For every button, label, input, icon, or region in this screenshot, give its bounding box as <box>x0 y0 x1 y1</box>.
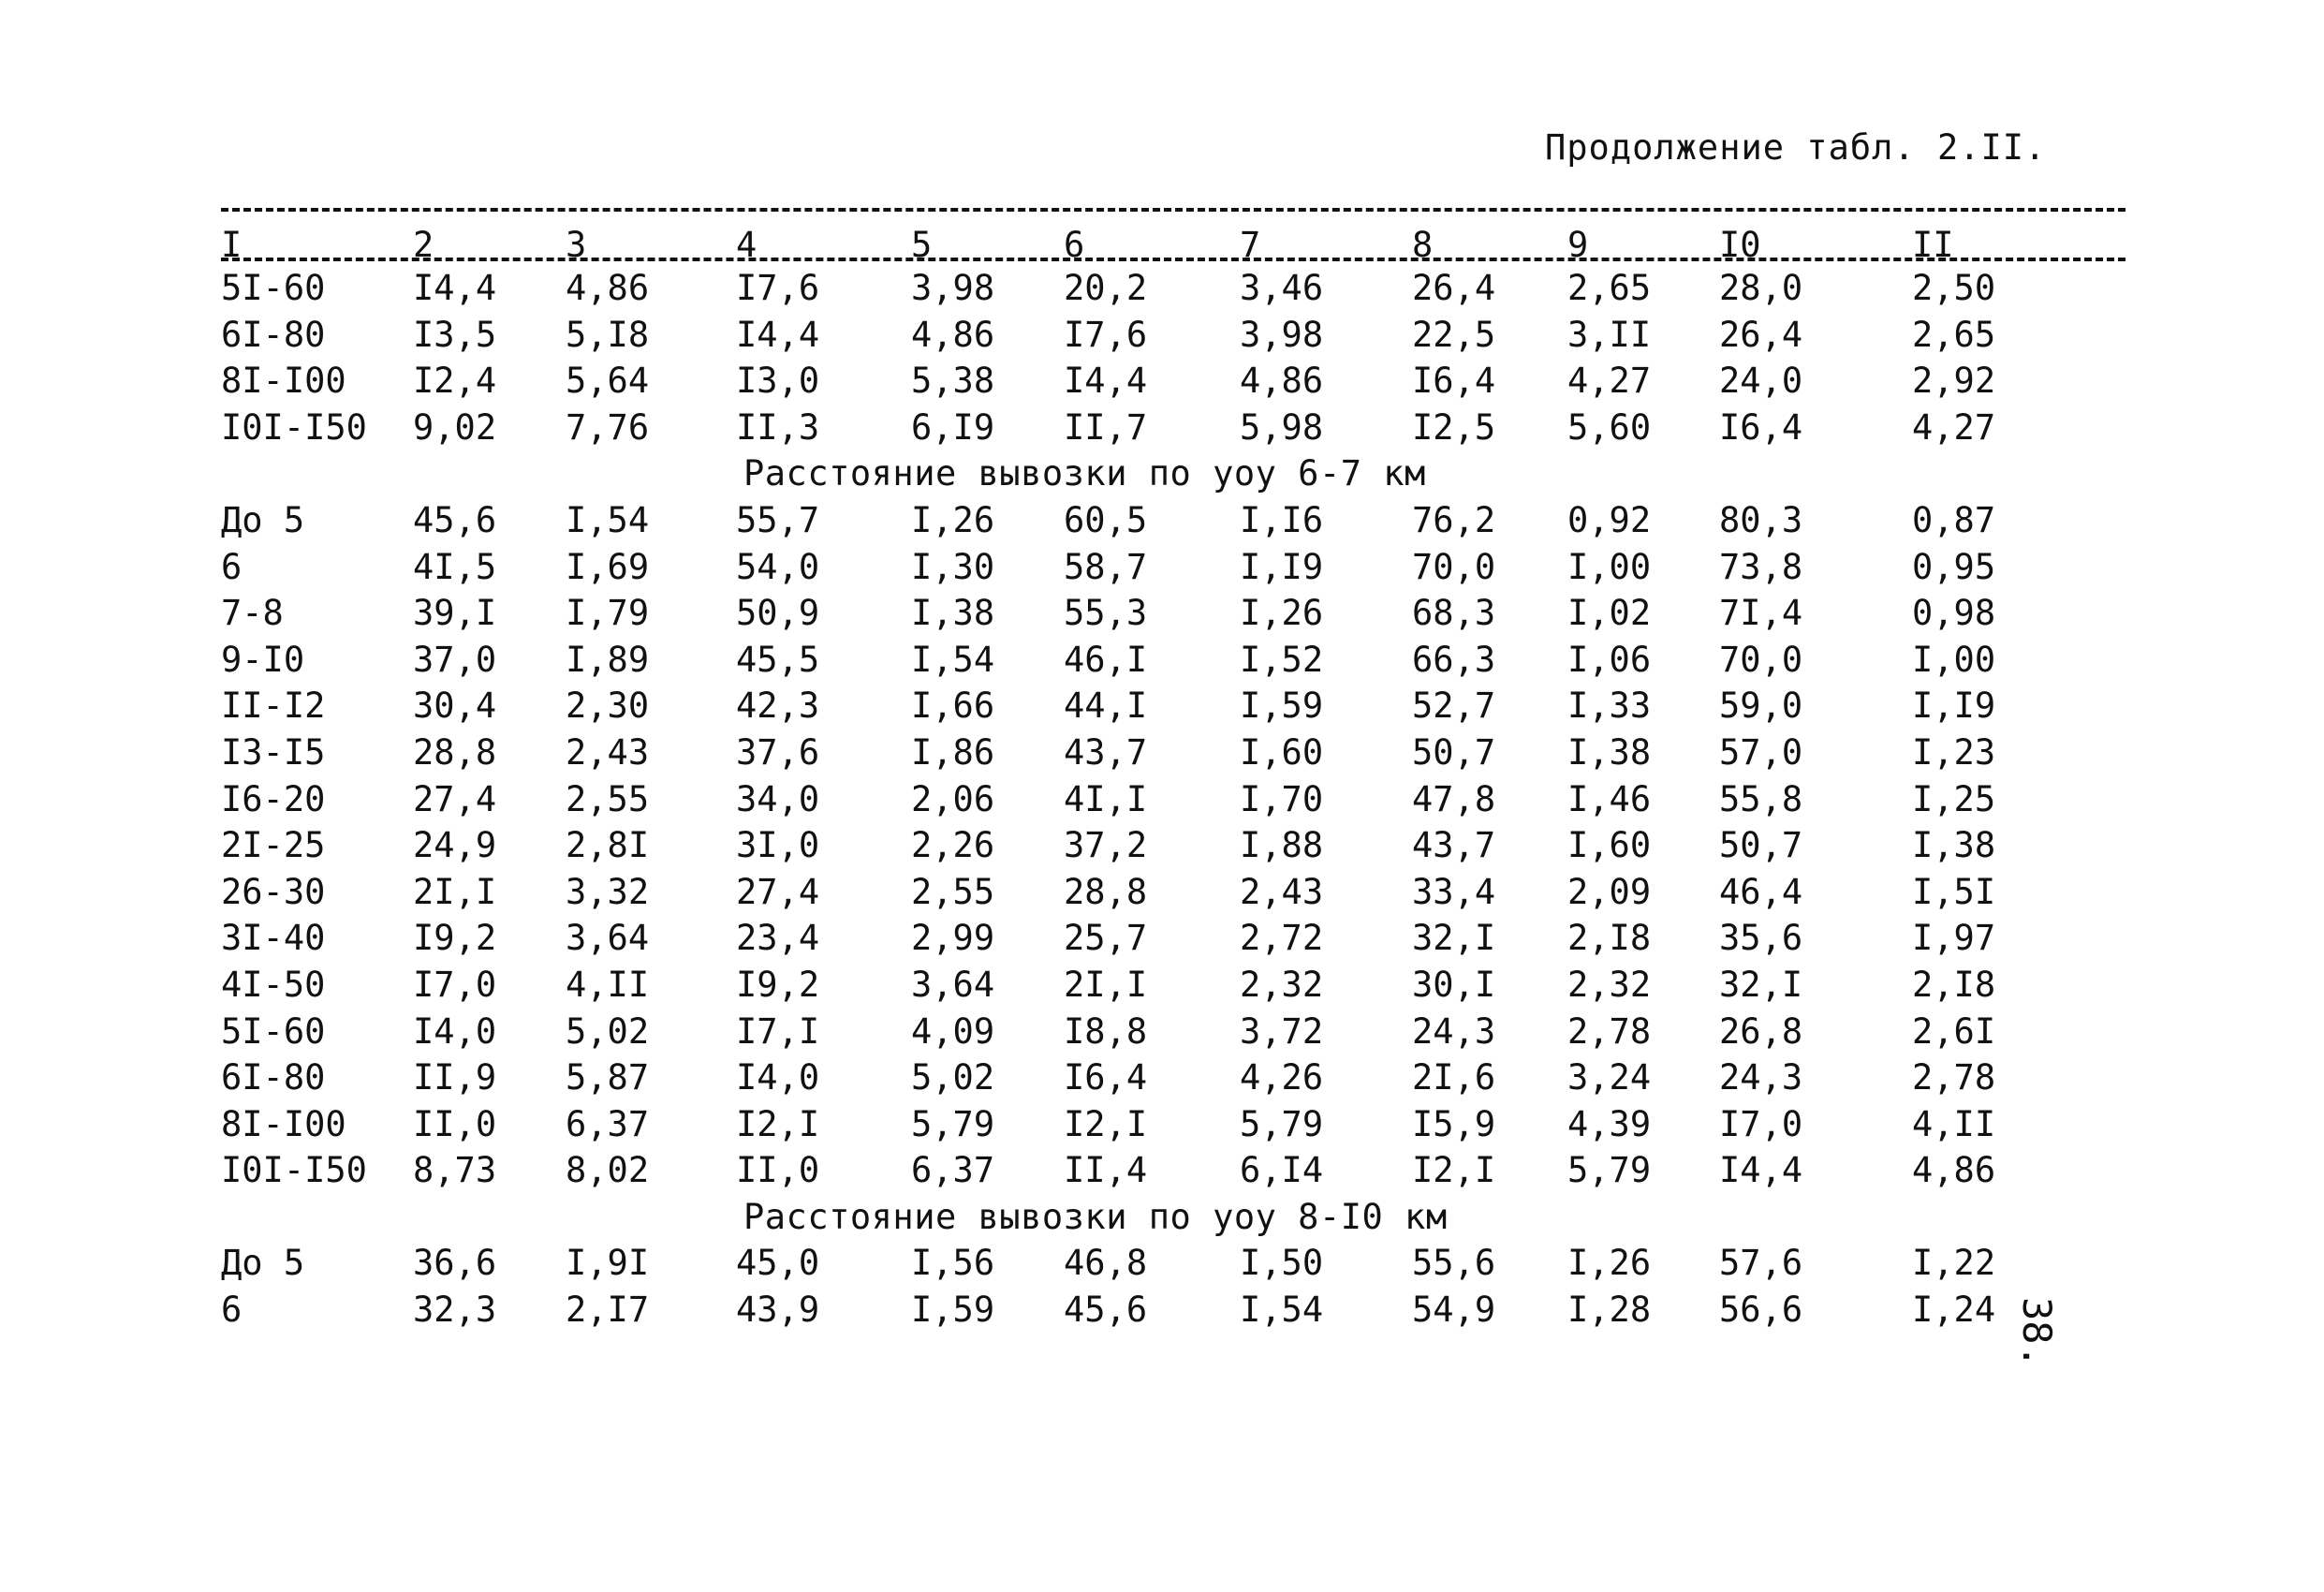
table-cell: 30,I <box>1412 964 1496 1005</box>
table-cell: 70,0 <box>1719 639 1803 680</box>
table-cell: 55,3 <box>1064 593 1148 634</box>
table-cell: 28,0 <box>1719 268 1803 308</box>
table-cell: 5,79 <box>1240 1103 1324 1144</box>
column-header: 5 <box>911 225 933 265</box>
table-cell: 5,87 <box>566 1057 650 1098</box>
table-cell: 55,6 <box>1412 1243 1496 1284</box>
table-cell: 5,98 <box>1240 406 1324 448</box>
table-cell: 3,72 <box>1240 1010 1324 1052</box>
table-cell: I,38 <box>911 593 995 634</box>
table-cell: I7,6 <box>736 268 820 308</box>
table-cell: 4,27 <box>1912 406 1996 448</box>
row-label-cell: 6I-80 <box>221 314 326 355</box>
table-cell: II,3 <box>736 406 820 448</box>
table-cell: I4,4 <box>736 314 820 355</box>
table-cell: 2,65 <box>1912 314 1996 355</box>
table-cell: 50,7 <box>1412 731 1496 773</box>
table-cell: 2,I7 <box>566 1290 650 1331</box>
table-cell: 30,4 <box>413 685 497 727</box>
table-cell: 46,4 <box>1719 871 1803 912</box>
table-cell: 28,8 <box>413 731 497 773</box>
table-cell: 23,4 <box>736 918 820 959</box>
table-cell: I6,4 <box>1412 361 1496 402</box>
table-cell: 45,6 <box>413 499 497 540</box>
table-cell: 43,7 <box>1412 825 1496 866</box>
table-cell: I,79 <box>566 593 650 634</box>
table-cell: I2,4 <box>413 361 497 402</box>
row-label-cell: 7-8 <box>221 593 284 634</box>
table-cell: 3,64 <box>911 964 995 1005</box>
table-cell: 2,26 <box>911 825 995 866</box>
table-cell: 33,4 <box>1412 871 1496 912</box>
table-cell: 2,92 <box>1912 361 1996 402</box>
row-label-cell: 6 <box>221 1290 243 1331</box>
table-cell: I,26 <box>1240 593 1324 634</box>
table-cell: 5,38 <box>911 361 995 402</box>
table-cell: 2,8I <box>566 825 650 866</box>
table-cell: I6,4 <box>1064 1057 1148 1098</box>
table-cell: 28,8 <box>1064 871 1148 912</box>
table-cell: 52,7 <box>1412 685 1496 727</box>
table-cell: I6,4 <box>1719 406 1803 448</box>
table-cell: 6,37 <box>566 1103 650 1144</box>
table-cell: I,66 <box>911 685 995 727</box>
table-cell: I7,0 <box>413 964 497 1005</box>
table-cell: I,52 <box>1240 639 1324 680</box>
table-cell: I,97 <box>1912 918 1996 959</box>
table-cell: 55,7 <box>736 499 820 540</box>
table-cell: I,54 <box>566 499 650 540</box>
table-cell: I2,5 <box>1412 406 1496 448</box>
table-cell: 59,0 <box>1719 685 1803 727</box>
table-cell: I,60 <box>1567 825 1652 866</box>
table-cell: 34,0 <box>736 778 820 819</box>
column-header: 6 <box>1064 225 1085 265</box>
table-cell: I,38 <box>1912 825 1996 866</box>
section-title-6-7km: Расстояние вывозки по уоу 6-7 км <box>743 453 1426 494</box>
table-cell: 54,0 <box>736 546 820 587</box>
table-cell: I2,I <box>1064 1103 1148 1144</box>
table-cell: 2,I8 <box>1912 964 1996 1005</box>
table-cell: I,56 <box>911 1243 995 1284</box>
table-cell: I9,2 <box>413 918 497 959</box>
row-label-cell: 6 <box>221 546 243 587</box>
table-cell: 2,65 <box>1567 268 1652 308</box>
table-cell: 3,98 <box>1240 314 1324 355</box>
table-cell: I2,I <box>736 1103 820 1144</box>
table-cell: 2,I8 <box>1567 918 1652 959</box>
row-label-cell: До 5 <box>221 499 305 540</box>
table-cell: 57,6 <box>1719 1243 1803 1284</box>
table-cell: I9,2 <box>736 964 820 1005</box>
column-header: 9 <box>1567 225 1589 265</box>
table-cell: 3,32 <box>566 871 650 912</box>
table-cell: 32,I <box>1719 964 1803 1005</box>
table-cell: 5,79 <box>911 1103 995 1144</box>
table-cell: I4,4 <box>1064 361 1148 402</box>
table-cell: 2,78 <box>1567 1010 1652 1052</box>
table-cell: 60,5 <box>1064 499 1148 540</box>
table-cell: 0,92 <box>1567 499 1652 540</box>
table-cell: 42,3 <box>736 685 820 727</box>
table-cell: 3,24 <box>1567 1057 1652 1098</box>
table-cell: 32,I <box>1412 918 1496 959</box>
table-cell: 37,6 <box>736 731 820 773</box>
table-cell: I,I9 <box>1912 685 1996 727</box>
table-cell: 3,II <box>1567 314 1652 355</box>
column-header: 7 <box>1240 225 1261 265</box>
table-cell: I,I9 <box>1240 546 1324 587</box>
table-cell: 4,86 <box>911 314 995 355</box>
table-cell: I,00 <box>1912 639 1996 680</box>
table-cell: 5,02 <box>566 1010 650 1052</box>
table-cell: 57,0 <box>1719 731 1803 773</box>
table-cell: I5,9 <box>1412 1103 1496 1144</box>
table-cell: 5,64 <box>566 361 650 402</box>
table-cell: I,02 <box>1567 593 1652 634</box>
table-cell: I,26 <box>911 499 995 540</box>
table-cell: I,24 <box>1912 1290 1996 1331</box>
table-cell: 55,8 <box>1719 778 1803 819</box>
table-cell: 45,6 <box>1064 1290 1148 1331</box>
table-cell: I3,0 <box>736 361 820 402</box>
table-cell: I,26 <box>1567 1243 1652 1284</box>
table-cell: 50,9 <box>736 593 820 634</box>
table-cell: I4,0 <box>736 1057 820 1098</box>
row-label-cell: I0I-I50 <box>221 1150 367 1191</box>
column-header: II <box>1912 225 1954 265</box>
row-label-cell: 5I-60 <box>221 268 326 308</box>
table-cell: 24,0 <box>1719 361 1803 402</box>
table-cell: 2,50 <box>1912 268 1996 308</box>
table-cell: I4,0 <box>413 1010 497 1052</box>
table-cell: 2I,I <box>1064 964 1148 1005</box>
table-cell: I,9I <box>566 1243 650 1284</box>
table-caption: Продолжение табл. 2.II. <box>1545 127 2047 168</box>
column-header: 4 <box>736 225 758 265</box>
table-cell: 68,3 <box>1412 593 1496 634</box>
table-cell: 3I,0 <box>736 825 820 866</box>
table-cell: 4I,I <box>1064 778 1148 819</box>
table-cell: 8,73 <box>413 1150 497 1191</box>
table-cell: 4,27 <box>1567 361 1652 402</box>
table-cell: I,69 <box>566 546 650 587</box>
table-cell: 4,86 <box>566 268 650 308</box>
table-cell: I,59 <box>911 1290 995 1331</box>
page-number: 38. <box>2014 1297 2060 1368</box>
table-cell: I,I6 <box>1240 499 1324 540</box>
table-cell: 2,09 <box>1567 871 1652 912</box>
table-cell: 43,9 <box>736 1290 820 1331</box>
table-cell: I8,8 <box>1064 1010 1148 1052</box>
table-cell: 4,86 <box>1240 361 1324 402</box>
table-cell: I4,4 <box>1719 1150 1803 1191</box>
table-cell: 4,86 <box>1912 1150 1996 1191</box>
table-cell: 39,I <box>413 593 497 634</box>
table-cell: 44,I <box>1064 685 1148 727</box>
table-cell: 66,3 <box>1412 639 1496 680</box>
table-cell: 36,6 <box>413 1243 497 1284</box>
table-cell: I7,I <box>736 1010 820 1052</box>
table-cell: 2I,6 <box>1412 1057 1496 1098</box>
table-cell: 3,46 <box>1240 268 1324 308</box>
table-cell: 9,02 <box>413 406 497 448</box>
table-cell: 2,32 <box>1240 964 1324 1005</box>
table-cell: II,0 <box>413 1103 497 1144</box>
table-cell: 45,0 <box>736 1243 820 1284</box>
row-label-cell: 3I-40 <box>221 918 326 959</box>
table-cell: 2,55 <box>911 871 995 912</box>
table-cell: 4,II <box>566 964 650 1005</box>
table-cell: 27,4 <box>413 778 497 819</box>
table-cell: 20,2 <box>1064 268 1148 308</box>
row-label-cell: 5I-60 <box>221 1010 326 1052</box>
table-cell: I,5I <box>1912 871 1996 912</box>
table-cell: 76,2 <box>1412 499 1496 540</box>
row-label-cell: I3-I5 <box>221 731 326 773</box>
table-cell: I,59 <box>1240 685 1324 727</box>
table-cell: 22,5 <box>1412 314 1496 355</box>
table-cell: I,50 <box>1240 1243 1324 1284</box>
table-cell: 43,7 <box>1064 731 1148 773</box>
column-header: 3 <box>566 225 587 265</box>
column-header: I <box>221 225 243 265</box>
table-cell: 27,4 <box>736 871 820 912</box>
row-label-cell: 8I-I00 <box>221 361 346 402</box>
table-cell: 4I,5 <box>413 546 497 587</box>
table-cell: 4,39 <box>1567 1103 1652 1144</box>
table-cell: 73,8 <box>1719 546 1803 587</box>
table-cell: II,9 <box>413 1057 497 1098</box>
table-cell: I,25 <box>1912 778 1996 819</box>
table-cell: 0,87 <box>1912 499 1996 540</box>
column-header: I0 <box>1719 225 1761 265</box>
row-label-cell: 26-30 <box>221 871 326 912</box>
table-cell: 3,64 <box>566 918 650 959</box>
table-cell: 0,95 <box>1912 546 1996 587</box>
table-cell: 3,98 <box>911 268 995 308</box>
row-label-cell: 8I-I00 <box>221 1103 346 1144</box>
table-cell: 5,I8 <box>566 314 650 355</box>
table-cell: I,70 <box>1240 778 1324 819</box>
table-cell: 2,06 <box>911 778 995 819</box>
table-cell: I,06 <box>1567 639 1652 680</box>
table-cell: II,4 <box>1064 1150 1148 1191</box>
table-cell: I,30 <box>911 546 995 587</box>
header-bottom-rule <box>221 258 2125 261</box>
table-cell: 2,43 <box>1240 871 1324 912</box>
table-cell: I3,5 <box>413 314 497 355</box>
table-cell: 24,9 <box>413 825 497 866</box>
table-cell: 2I,I <box>413 871 497 912</box>
row-label-cell: До 5 <box>221 1243 305 1284</box>
table-cell: II,0 <box>736 1150 820 1191</box>
table-cell: 2,30 <box>566 685 650 727</box>
table-cell: 5,79 <box>1567 1150 1652 1191</box>
table-cell: 2,32 <box>1567 964 1652 1005</box>
table-cell: I7,6 <box>1064 314 1148 355</box>
table-cell: 80,3 <box>1719 499 1803 540</box>
table-cell: 2,99 <box>911 918 995 959</box>
table-cell: 26,8 <box>1719 1010 1803 1052</box>
row-label-cell: II-I2 <box>221 685 326 727</box>
row-label-cell: 9-I0 <box>221 639 305 680</box>
table-top-rule <box>221 208 2125 212</box>
table-cell: I,88 <box>1240 825 1324 866</box>
table-cell: 5,60 <box>1567 406 1652 448</box>
table-cell: 7I,4 <box>1719 593 1803 634</box>
column-header: 2 <box>413 225 434 265</box>
row-label-cell: 2I-25 <box>221 825 326 866</box>
table-cell: 25,7 <box>1064 918 1148 959</box>
table-cell: 6,I4 <box>1240 1150 1324 1191</box>
row-label-cell: 6I-80 <box>221 1057 326 1098</box>
table-cell: I,89 <box>566 639 650 680</box>
table-cell: I,46 <box>1567 778 1652 819</box>
table-cell: 45,5 <box>736 639 820 680</box>
table-cell: 4,II <box>1912 1103 1996 1144</box>
table-cell: 24,3 <box>1719 1057 1803 1098</box>
table-cell: 56,6 <box>1719 1290 1803 1331</box>
table-cell: I7,0 <box>1719 1103 1803 1144</box>
table-cell: 2,6I <box>1912 1010 1996 1052</box>
table-cell: I,22 <box>1912 1243 1996 1284</box>
table-cell: 2,72 <box>1240 918 1324 959</box>
table-cell: 37,0 <box>413 639 497 680</box>
table-cell: I,23 <box>1912 731 1996 773</box>
table-cell: 47,8 <box>1412 778 1496 819</box>
table-cell: 26,4 <box>1719 314 1803 355</box>
table-cell: 32,3 <box>413 1290 497 1331</box>
table-cell: 26,4 <box>1412 268 1496 308</box>
section-title-8-10km: Расстояние вывозки по уоу 8-I0 км <box>743 1196 1448 1237</box>
table-cell: 7,76 <box>566 406 650 448</box>
table-cell: 37,2 <box>1064 825 1148 866</box>
table-cell: I,60 <box>1240 731 1324 773</box>
table-cell: I,54 <box>911 639 995 680</box>
table-cell: II,7 <box>1064 406 1148 448</box>
table-cell: 5,02 <box>911 1057 995 1098</box>
table-cell: 4,26 <box>1240 1057 1324 1098</box>
table-cell: 0,98 <box>1912 593 1996 634</box>
table-cell: 46,8 <box>1064 1243 1148 1284</box>
table-cell: 50,7 <box>1719 825 1803 866</box>
table-cell: 2,55 <box>566 778 650 819</box>
table-cell: 2,43 <box>566 731 650 773</box>
table-cell: I,86 <box>911 731 995 773</box>
table-cell: 24,3 <box>1412 1010 1496 1052</box>
table-cell: 6,37 <box>911 1150 995 1191</box>
table-cell: I,54 <box>1240 1290 1324 1331</box>
table-cell: I,28 <box>1567 1290 1652 1331</box>
table-cell: 54,9 <box>1412 1290 1496 1331</box>
table-cell: I2,I <box>1412 1150 1496 1191</box>
table-cell: 6,I9 <box>911 406 995 448</box>
table-cell: I,33 <box>1567 685 1652 727</box>
table-cell: 4,09 <box>911 1010 995 1052</box>
table-cell: 58,7 <box>1064 546 1148 587</box>
table-cell: I,00 <box>1567 546 1652 587</box>
row-label-cell: I0I-I50 <box>221 406 367 448</box>
table-cell: I,38 <box>1567 731 1652 773</box>
table-cell: I4,4 <box>413 268 497 308</box>
table-cell: 2,78 <box>1912 1057 1996 1098</box>
table-cell: 70,0 <box>1412 546 1496 587</box>
row-label-cell: 4I-50 <box>221 964 326 1005</box>
table-cell: 8,02 <box>566 1150 650 1191</box>
table-cell: 46,I <box>1064 639 1148 680</box>
row-label-cell: I6-20 <box>221 778 326 819</box>
column-header: 8 <box>1412 225 1434 265</box>
table-cell: 35,6 <box>1719 918 1803 959</box>
